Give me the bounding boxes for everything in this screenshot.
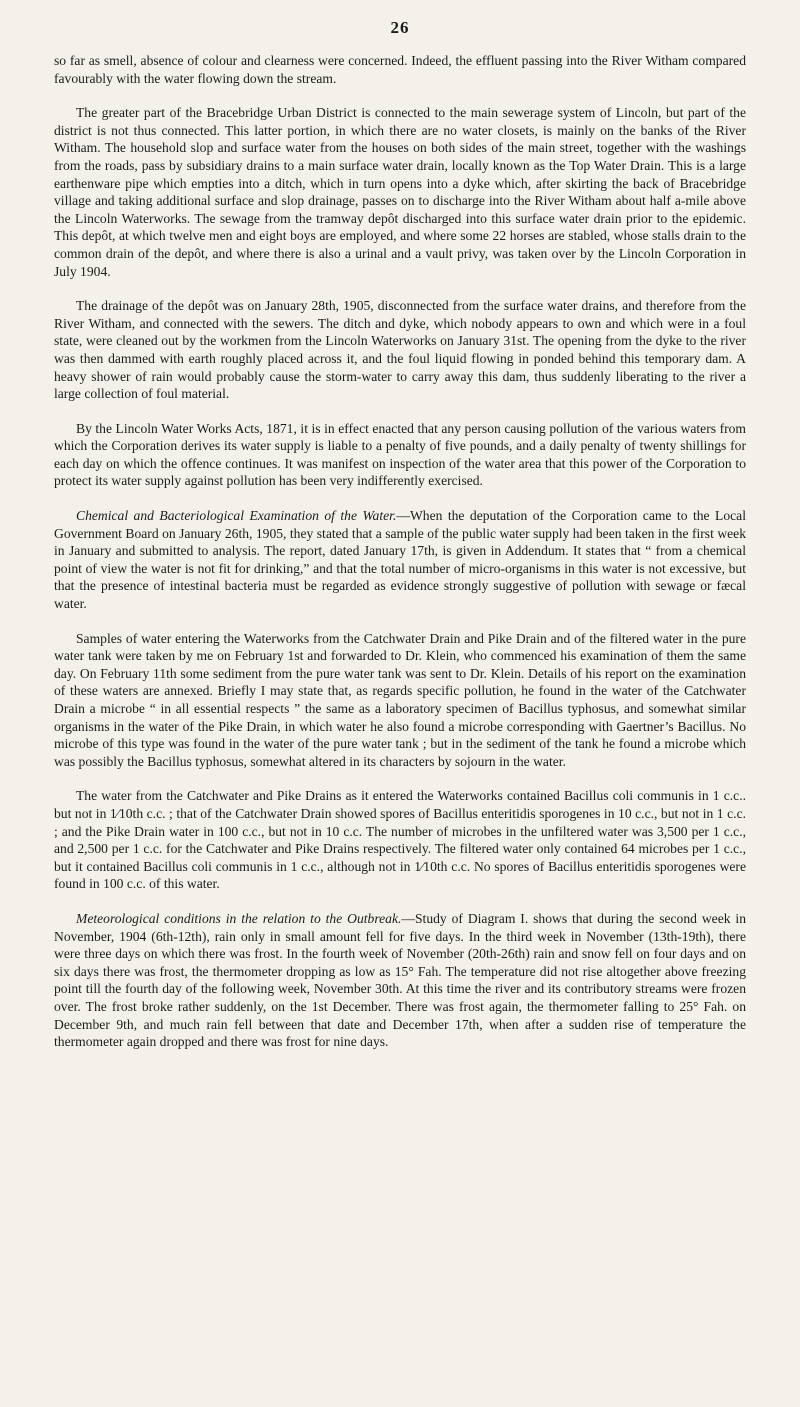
page-number: 26 xyxy=(390,18,410,37)
paragraph-text: The water from the Catchwater and Pike Drains as it entered the Waterworks contained Bacillus coli communis in 1 c.c.. but not in 1⁄10th c.c. ; that of the Catchwater Drain showed spores of Bacillus enteritidis sporogenes in 10 c.c., but not in 1 c.c. ; and the Pike Drain water in 100 c.c., but not in 10 c.c. The number of microbes in the unfiltered water was 3,500 per 1 c.c., and 2,500 per 1 c.c. for the Catchwater and Pike Drains respectively. The filtered water only contained 64 microbes per 1 c.c., but it contained Bacillus coli communis in 1 c.c., although not in 1⁄10th c.c. No spores of Bacillus enteritidis sporogenes were found in 100 c.c. of this water. xyxy=(54,788,746,892)
paragraph-text: The drainage of the depôt was on January 28th, 1905, disconnected from the surface water drains, and therefore from the River Witham, and connected with the sewers. The ditch and dyke, which nobody appears to own and which were in a foul state, were cleaned out by the workmen from the Lincoln Waterworks on January 31st. The opening from the dyke to the river was then dammed with earth roughly placed across it, and the foul liquid flowing in ponded behind this temporary dam. A heavy shower of rain would probably cause the storm-water to carry away this dam, thus suddenly liberating to the river a large collection of foul material. xyxy=(54,298,746,402)
paragraph-bacillus-counts xyxy=(54,787,746,893)
paragraph-text: The greater part of the Bracebridge Urban District is connected to the main sewerage system of Lincoln, but part of the district is not thus connected. This latter portion, in which there are no water closets, is mainly on the banks of the River Witham. The household slop and surface water from the houses on both sides of the main street, together with the washings from the roads, pass by subsidiary drains to a main surface water drain, locally known as the Top Water Drain. This is a large earthenware pipe which empties into a ditch, which in turn opens into a dyke which, after skirting the back of Bracebridge village and taking additional surface and slop drainage, passes on to discharge into the River Witham about half a-mile above the Lincoln Waterworks. The sewage from the tramway depôt discharged into this surface water drain prior to the epidemic. This depôt, at which twelve men and eight boys are employed, and where some 22 horses are stabled, whose stalls drain to the common drain of the depôt, and where there is also a urinal and a vault privy, was taken over by the Lincoln Corporation in July 1904. xyxy=(54,105,746,279)
paragraph-water-works-acts xyxy=(54,420,746,490)
paragraph-text: —When the deputation of the Corporation came to the Local Government Board on January 26th, 1905, they stated that a sample of the public water supply had been taken in the first week in January and submitted to analysis. The report, dated January 17th, is given in Addendum. It states that “ from a chemical point of view the water is not fit for drinking,” and that the total number of micro-organisms in this water is not excessive, but that the presence of intestinal bacteria must be regarded as evidence strongly suggestive of pollution with sewage or fæcal water. xyxy=(54,508,746,612)
section-heading: Chemical and Bacteriological Examination of the Water. xyxy=(76,508,397,524)
section-heading: Meteorological conditions in the relation to the Outbreak. xyxy=(76,910,402,926)
paragraph-effluent-continuation xyxy=(54,52,746,87)
paragraph-bracebridge-drainage xyxy=(54,104,746,280)
paragraph-depot-drainage xyxy=(54,297,746,403)
paragraph-samples xyxy=(54,630,746,771)
paragraph-text: By the Lincoln Water Works Acts, 1871, it is in effect enacted that any person causing pollution of the various waters from which the Corporation derives its water supply is liable to a penalty of five pounds, and a daily penalty of twenty shillings for each day on which the offence continues. It was manifest on inspection of the water area that this power of the Corporation to protect its water supply against pollution has been very indifferently exercised. xyxy=(54,420,746,489)
paragraph-text: Samples of water entering the Waterworks from the Catchwater Drain and Pike Drain and of the filtered water in the pure water tank were taken by me on February 1st and forwarded to Dr. Klein, who commenced his examination of them the same day. On February 11th some sediment from the pure water tank was sent to Dr. Klein. Details of his report on the examination of these waters are annexed. Briefly I may state that, as regards specific pollution, he found in the water of the Catchwater Drain a microbe “ in all essential respects ” the same as a laboratory specimen of Bacillus typhosus, and somewhat similar organisms in the water of the Pike Drain, in which water he also found a microbe corresponding with Gaertner’s Bacillus. No microbe of this type was found in the water of the pure water tank ; but in the sediment of the tank he found a microbe which was possibly the Bacillus typhosus, somewhat altered in its characters by sojourn in the water. xyxy=(54,630,746,769)
paragraph-chemical-examination xyxy=(54,507,746,613)
paragraph-text: —Study of Diagram I. shows that during the second week in November, 1904 (6th-12th), rain only in small amount fell for five days. In the third week in November (13th-19th), there were three days on which there was frost. In the fourth week of November (20th-26th) rain and snow fell on four days and on six days there was frost, the thermometer dropping as low as 15° Fah. The temperature did not rise altogether above freezing point till the fourth day of the following week, November 30th. At this time the river and its contributory streams were frozen over. The frost broke rather suddenly, on the 1st December. There was frost again, the thermometer falling to 25° Fah. on December 9th, and much rain fell between that date and December 17th, when after a sudden rise of temperature the thermometer again dropped and there was frost for nine days. xyxy=(54,910,746,1050)
paragraph-meteorological xyxy=(54,910,746,1051)
paragraph-text: so far as smell, absence of colour and clearness were concerned. Indeed, the effluent passing into the River Witham compared favourably with the water flowing down the stream. xyxy=(54,53,746,86)
